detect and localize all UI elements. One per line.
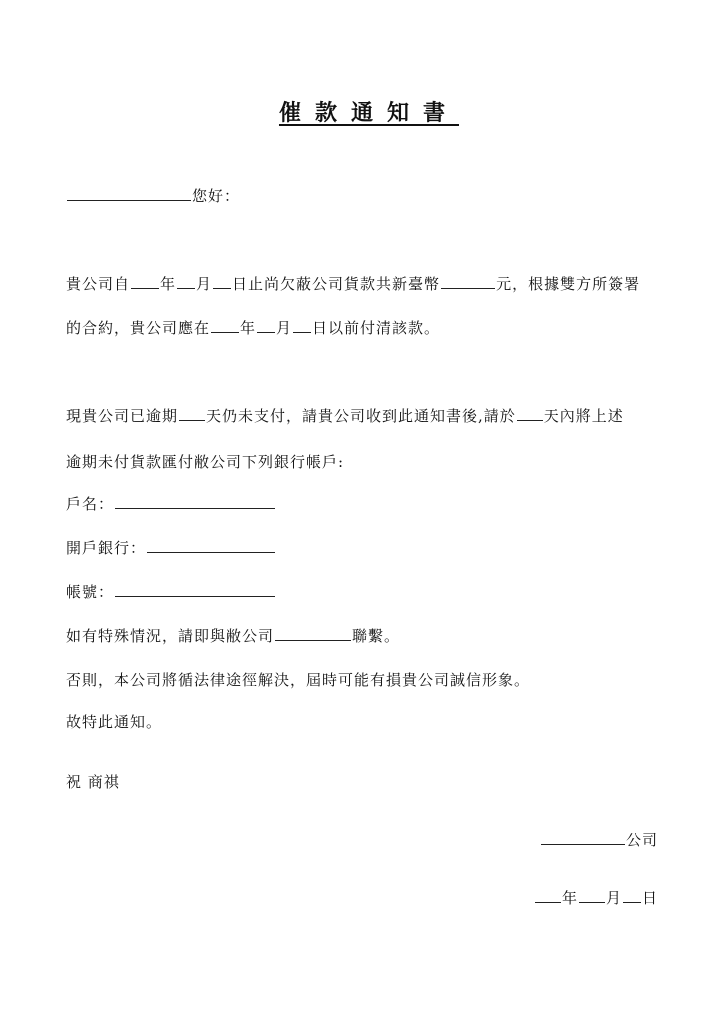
paragraph-2-line-1: 現貴公司已逾期 天仍未支付，請貴公司收到此通知書後,請於 天內將上述 xyxy=(66,407,624,425)
since-day-blank[interactable] xyxy=(213,274,231,289)
greeting-line xyxy=(66,186,240,206)
due-day-blank[interactable] xyxy=(293,318,311,333)
paragraph-1-line-1: 貴公司自 年 月 日止尚欠蔽公司貨款共新臺幣 元，根據雙方所簽署 xyxy=(66,275,641,293)
since-year-blank[interactable] xyxy=(131,274,159,289)
document-title: 催款通知書 xyxy=(278,100,459,126)
contact-line: 如有特殊情況，請即與敝公司 聯繫。 xyxy=(66,627,401,645)
account-number-line xyxy=(66,582,276,602)
recipient-blank[interactable] xyxy=(67,186,191,201)
greeting-text: 您好： xyxy=(192,187,241,205)
bank-line xyxy=(66,538,276,558)
since-month-blank[interactable] xyxy=(177,274,195,289)
payment-days-blank[interactable] xyxy=(517,406,543,421)
warning-line: 否則，本公司將循法律途徑解決，屆時可能有損貴公司誠信形象。 xyxy=(66,671,531,689)
account-number-blank[interactable] xyxy=(115,582,275,597)
account-name-label: 戶名： xyxy=(66,495,115,513)
signature-date-line: 年 月 日 xyxy=(534,888,658,908)
paragraph-1-line-2: 的合約，貴公司應在 年 月 日以前付清該款。 xyxy=(66,319,441,337)
regards-line: 祝 商祺 xyxy=(66,773,120,791)
due-month-blank[interactable] xyxy=(257,318,275,333)
sign-day-blank[interactable] xyxy=(623,888,641,903)
contact-blank[interactable] xyxy=(275,626,351,641)
amount-blank[interactable] xyxy=(441,274,495,289)
signature-company-line: 公司 xyxy=(540,830,658,850)
sign-month-blank[interactable] xyxy=(579,888,605,903)
sign-year-blank[interactable] xyxy=(535,888,561,903)
overdue-days-blank[interactable] xyxy=(179,406,205,421)
bank-label: 開戶銀行： xyxy=(66,539,147,557)
account-name-line xyxy=(66,494,276,514)
paragraph-2-line-2: 逾期未付貨款匯付敝公司下列銀行帳戶: xyxy=(66,453,345,471)
company-name-blank[interactable] xyxy=(541,830,625,845)
account-name-blank[interactable] xyxy=(115,494,275,509)
closing-line: 故特此通知。 xyxy=(66,713,163,731)
bank-blank[interactable] xyxy=(147,538,275,553)
due-year-blank[interactable] xyxy=(211,318,239,333)
account-number-label: 帳號： xyxy=(66,583,115,601)
